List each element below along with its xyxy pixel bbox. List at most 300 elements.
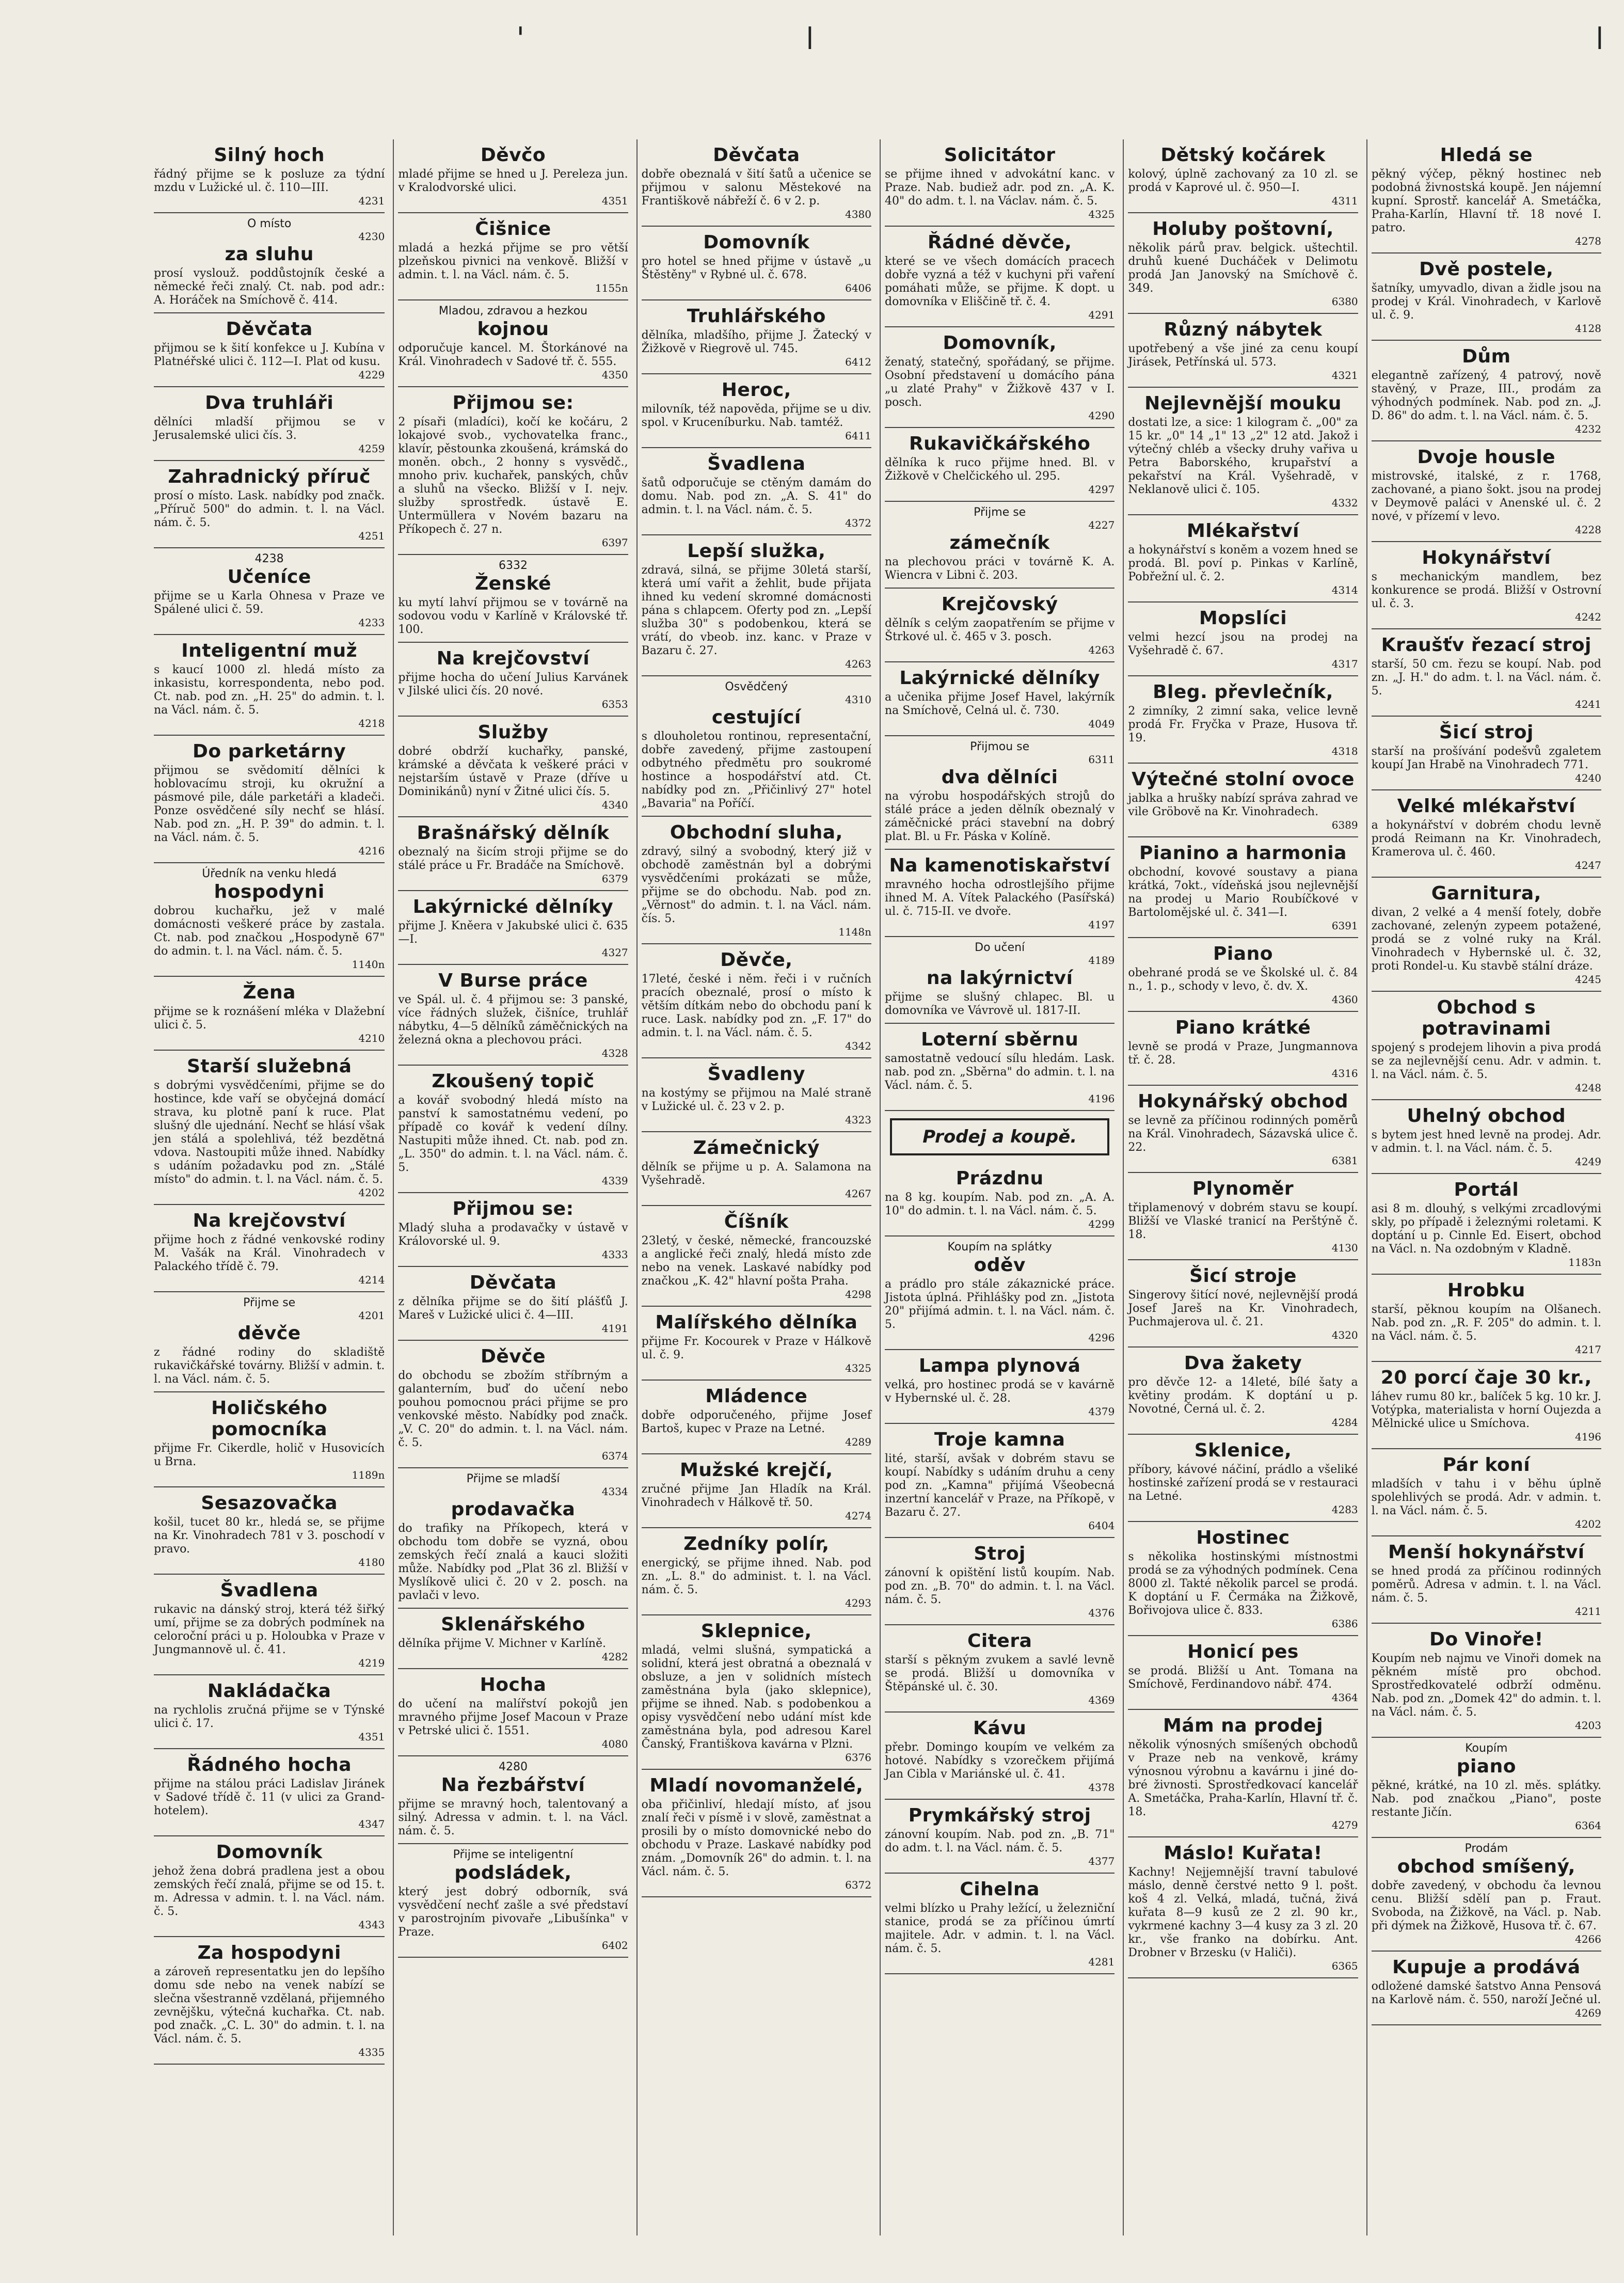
ad-text: láhev rumu 80 kr., balíček 5 kg. 10 kr. J. Votýpka, materialista v horní Oujezda a Mělnické ulice u Smíchova. [1371,1390,1601,1430]
ad-text: s bytem jest hned levně na prodej. Adr. v admin. t. l. na Václ. nám. č. 5. [1371,1129,1601,1155]
ad-headline: Švadlena [220,1580,319,1601]
ad-number: 4318 [1331,745,1358,757]
ad-number: 4266 [1575,1933,1601,1945]
ad-headline: Do parketárny [193,741,346,762]
ad-number: 4227 [1088,519,1115,531]
classified-ad [1372,441,1601,542]
ad-headline: Rukavičkářského [909,433,1091,454]
ad-number: 4335 [358,2046,385,2058]
ad-text: z řádné rodiny do skladiště rukavičkářské továrny. Bližší v admin. t. l. na Václ. nám. č. 5. [154,1346,385,1386]
ad-headline: Hostinec [1196,1527,1290,1548]
classified-ad [642,1770,871,1897]
classified-ad [642,1058,871,1132]
classified-ad [1372,253,1601,341]
ad-number: 4377 [1088,1855,1115,1867]
ad-number: 4230 [358,230,385,243]
ad-number: 4241 [1575,698,1601,710]
ad-number: 4351 [358,1731,385,1743]
ad-headline: Na krejčovství [193,1210,346,1231]
ad-headline: Brašnářský dělník [417,822,610,844]
ad-headline: Přijmou se: [452,1198,574,1219]
ad-text: dělník s celým zaopatřením se přijme v Štrkové ul. č. 465 v 3. posch. [885,617,1115,643]
ad-number: 4376 [1088,1607,1115,1619]
ad-text: přijme hoch z řádné venkovské rodiny M. Vašák na Král. Vinohradech v Palackého třídě č. 79. [154,1233,385,1273]
classified-ad [642,300,871,374]
classified-ad [398,213,628,300]
ad-text: mistrovské, italské, z r. 1768, zachované, a piano šokt. jsou na prodej v Deymově paláci v Anenské ul. č. 2 nové, v přízemí v levo. [1371,470,1601,523]
ad-headline: Piano [1213,943,1273,964]
ad-text: a zároveň representatku jen do lepšího domu sde nebo na venek nabízí se slečna všestranně vzdělaná, přijemného zevnějšku, výtečná kuchařka. Ct. nab. pod značk. „C. L. 30" do admin. t. l. na Václ. nám. č. 5. [154,1965,385,2046]
ad-number: 4320 [1331,1329,1358,1341]
ad-text: dostati lze, a sice: 1 kilogram č. „00" za 15 kr. „0" 14 „1" 13 „2" 12 atd. Jakož i výtečný chléb a všecky druhy vařiva u Petra Baborského, krupařství a pekařství na Král. Vyšehradě, v Neklanově ulici č. 105. [1128,416,1358,496]
ad-text: Mladý sluha a prodavačky v ústavě v Královorské ul. 9. [398,1222,628,1248]
ad-number: 4332 [1331,497,1358,509]
ad-number: 4360 [1331,993,1358,1006]
ad-number: 1148n [838,926,871,938]
classified-ad [1128,213,1358,314]
ad-headline: Dětský kočárek [1160,145,1326,166]
classified-ad [885,937,1114,1024]
ad-text: přijme Fr. Cikerdle, holič v Husovicích u Brna. [154,1442,385,1468]
ad-headline: Hokynářství [1422,547,1551,568]
classified-ad [885,502,1114,589]
classified-ad [885,1713,1114,1800]
ad-number: 4369 [1088,1694,1115,1706]
ad-intro: Koupím [1465,1742,1508,1755]
ad-headline: Malířského dělníka [655,1312,858,1333]
ad-text: dělníci mladší přijmou se v Jerusalemské ulici čís. 3. [154,416,385,442]
ad-text: samostatně vedoucí sílu hledám. Lask. nab. pod zn. „Sběrna" do admin. t. l. na Václ. nám. č. 5. [885,1052,1115,1092]
ad-intro: 4238 [254,552,284,565]
classified-ad [154,1836,385,1937]
ad-intro: Do učení [975,941,1025,954]
ad-number: 4196 [1088,1092,1115,1105]
ad-intro: Přijme se inteligentní [453,1848,574,1861]
ad-text: dobré obdrží kuchařky, panské, krámské a děvčata k veškeré práci v nejstarším ústavě v Praze (dříve u Dominikánů) nyní v Žitné ulici čís. 5. [398,745,628,798]
ad-number: 4379 [1088,1405,1115,1418]
ad-text: přijme se u Karla Ohnesa v Praze ve Spálené ulici č. 59. [154,590,385,616]
ad-headline: Máslo! Kuřata! [1164,1843,1323,1864]
ad-number: 4281 [1088,1956,1115,1968]
ad-intro: Přijme se mladší [466,1472,560,1485]
ad-number: 4196 [1575,1431,1601,1443]
ad-number: 6391 [1331,919,1358,932]
ad-text: se prodá. Bližší u Ant. Tomana na Smíchově, Ferdinandovo nábř. 474. [1128,1664,1358,1691]
classified-ad [154,1937,385,2065]
classified-ad [154,1749,385,1836]
ad-text: přijme hocha do učení Julius Karvánek v Jilské ulici čís. 20 nové. [398,671,628,697]
ad-intro: 4280 [498,1761,528,1773]
ad-headline: Domovník [216,1842,323,1863]
ad-text: s kaucí 1000 zl. hledá místo za inkasistu, korrespondenta, nebo pod. Ct. nab. pod zn. „H. 25" do admin. t. l. na Václ. nám. č. 5. [154,663,385,717]
ad-text: upotřebený a vše jiné za cenu koupí Jirásek, Petřínská ul. 573. [1128,342,1358,369]
classified-ad [1128,1012,1358,1086]
classified-ad [642,817,871,944]
ad-number: 4333 [601,1248,628,1261]
ad-number: 6311 [1088,753,1115,766]
ad-headline: Na kamenotiskařství [889,855,1110,876]
classified-ad [885,736,1114,850]
classified-ad [1372,717,1601,790]
ad-number: 6406 [845,282,871,294]
ad-number: 4350 [601,369,628,381]
ad-text: dělníka přijme V. Michner v Karlíně. [398,1637,606,1650]
ad-text: šatů odporučuje se ctěným damám do domu. Nab. pod zn. „A. S. 41" do admin. t. l. na Václ. nám. č. 5. [641,477,871,516]
classified-ad [642,1381,871,1454]
ad-headline: Inteligentní muž [181,640,358,661]
classified-ad [154,1392,385,1487]
ad-headline: Sklenářského [441,1614,585,1635]
classified-ad [885,1350,1114,1424]
ad-headline: Za hospodyni [197,1942,341,1963]
ad-text: asi 8 m. dlouhý, s velkými zrcadlovými skly, po případě i železnými roletami. K doptání u p. Cinnle Ed. Eisert, obchod na Václ. n. Na ozdobným v Kladně. [1371,1202,1601,1256]
classified-ad [885,1424,1114,1538]
ad-headline: Pár koní [1442,1454,1531,1476]
classified-ad [642,1132,871,1206]
classified-ads-page [150,139,1605,2236]
ad-headline: Dva truhláři [205,392,334,414]
ad-text: na plechovou práci v továrně K. A. Wiencra v Libni č. 203. [885,556,1115,582]
ad-headline: Šicí stroj [1439,722,1534,743]
ad-text: přijme J. Kněera v Jakubské ulici č. 635—I. [398,919,628,946]
classified-ad [1128,764,1358,837]
classified-ad [1128,1710,1358,1837]
classified-ad [1128,938,1358,1012]
ad-text: zdravá, silná, se přijme 30letá starší, která umí vařit a žehlit, bude přijata ihned ku vedení skromné domácnosti pána s chlapcem. Oferty pod zn. „Lepší služba 30" s podobenkou, která se vrátí, do vbeob. inz. kanc. v Praze v Bazaru č. 27. [641,564,871,657]
ad-headline: Hledá se [1440,145,1533,166]
ad-headline: Pianino a harmonia [1139,843,1347,864]
classified-ad [1128,1173,1358,1260]
ad-number: 4340 [601,799,628,811]
classified-ad [885,1538,1114,1625]
ad-headline: Ženské [475,573,551,594]
classified-ad [398,555,628,643]
classified-ad [154,977,385,1051]
ad-number: 4317 [1331,658,1358,670]
ad-intro: Přijmou se [970,740,1030,753]
classified-ad [154,863,385,977]
classified-ad [398,1844,628,1958]
ad-text: velmi hezcí jsou na prodej na Vyšehradě č. 67. [1128,631,1358,657]
ad-number: 4278 [1575,235,1601,247]
ad-text: mladších v tahu i v běhu úplně spolehlivých se prodá. Adr. v admin. t. l. na Václ. nám. č. 5. [1371,1478,1601,1517]
ad-text: Kachny! Nejjemnější travní tabulové máslo, denně čerstvé netto 9 l. pošt. koš 4 zl. Velká, mladá, tučná, živá kuřata 8—9 kusů ze 2 zl. 90 kr., vykrmené kachny 3—4 kusy za 3 zl. 20 kr., vše franko na dobírku. Ant. Drobner v Brzesku (v Haliči). [1128,1866,1358,1959]
ad-headline: Piano krátké [1175,1017,1311,1038]
ad-number: 4247 [1575,859,1601,871]
classified-ad [885,589,1114,662]
ad-text: přijmou se svědomití dělníci k hoblovacímu stroji, ku okružní a pásmové pile, dále parketáři a kladeči. Ponze osvědčené síly nechť se hlásí. Nab. pod zn. „H. P. 39" do admin. t. l. na Václ. nám. č. 5. [154,764,385,844]
ad-headline: Mužské krejčí, [680,1460,833,1481]
ad-text: oba přičinliví, hledají místo, ať jsou znalí řeči v písmě i v slově, zaměstnat a prosili by o místo domovnické nebo do obchodu v Praze. Laskavé nabídky pod znám. „Domovník 26" do admin. t. l. na Václ. nám. č. 5. [641,1798,871,1878]
ad-text: který jest dobrý odborník, svá vysvědčení nechť zašle a své představí v parostrojním pivovaře „Libušínka" v Praze. [398,1885,628,1939]
ad-headline: Prázdnu [956,1168,1044,1189]
ad-text: pěkný výčep, pěkný hostinec neb podobná živnostská koupě. Jen nájemní kupní. Sprostř. kancelář A. Smetáčka, Praha-Karlín, Hlavní tř. 18 nové I. patro. [1371,168,1601,234]
ad-number: 4214 [358,1274,385,1286]
ad-text: na výrobu hospodářských strojů do stálé práce a jeden dělník obeznalý v záměčnické práci stavební na dobrý plat. Bl. u Fr. Páska v Kolíně. [885,790,1115,843]
classified-ad [1128,1260,1358,1347]
ad-number: 4191 [601,1322,628,1335]
ad-number: 6379 [601,873,628,885]
ad-text: na rychlolis zručná přijme se v Týnské ulici č. 17. [154,1704,385,1730]
ad-text: elegantně zařízený, 4 patrový, nově stavěný, v Praze, III., prodám za výhodných podmínek. Nab. pod zn. „J. D. 86" do adm. t. l. na Václ. nám. č. 5. [1371,369,1601,422]
ad-text: mladá, velmi slušná, sympatická a solidní, která jest obratná a obeznalá v obsluze, a jen v solidních místech zaměstnána byla (jako sklepnice), přijme se ihned. Nab. s podobenkou a opisy vysvědčení nebo udání míst kde zaměstnána byla, pod adresou Karel Čanský, Františkova kavárna v Plzni. [641,1644,871,1751]
classified-ad [642,944,871,1058]
ad-headline: hospodyni [214,881,325,902]
ad-number: 4284 [1331,1416,1358,1429]
ad-text: několik výnosných smíšených obchodů v Praze neb na venkově, krámy výnosnou výrobnu a kavárnu i jiné do-bré živnosti. Sprostředkovací kancelář A. Smetáčka, Praha-Karlín, Hlavní tř. č. 18. [1128,1738,1358,1818]
ad-headline: Mopslíci [1199,608,1287,629]
classified-ad [885,227,1114,327]
ad-headline: Zedníky polír, [683,1533,830,1555]
classified-ad [154,139,385,213]
ad-column-4 [880,139,1119,2236]
classified-ad [154,1292,385,1392]
ad-number: 6372 [845,1879,871,1891]
ad-text: zručné přijme Jan Hladík na Král. Vinohradech v Hálkově tř. 50. [641,1483,871,1509]
ad-headline: Bleg. převlečník, [1153,681,1333,703]
ad-headline: Děvčata [226,319,313,340]
classified-ad [398,1193,628,1267]
ad-number: 4202 [1575,1518,1601,1530]
classified-ad [885,1874,1114,1974]
ad-text: ve Spál. ul. č. 4 přijmou se: 3 panské, více řádných služek, čišníce, truhlář nábytku, 4—5 dělníků záměčnických na železná okna a plechovou práci. [398,993,628,1047]
ad-text: ku mytí lahví přijmou se v továrně na sodovou vodu v Karlíně v Královské tř. 100. [398,596,628,636]
ad-headline: Krejčovský [941,594,1058,615]
ad-text: divan, 2 velké a 4 menší fotely, dobře zachované, zelenýn zypeem potažené, prodá se z volné ruky na Král. Vinohradech v Hybernské ul. č. 32, proti Rondel-u. Ku stavbě stální dráze. [1371,906,1601,973]
ad-text: milovník, též napověda, přijme se u div. spol. v Kruceníburku. Nab. tamtéž. [641,403,871,429]
ad-headline: Troje kamna [934,1429,1065,1450]
classified-ad [1128,314,1358,388]
ad-headline: Šicí stroje [1189,1265,1297,1287]
classified-ad [398,643,628,717]
ad-intro: Osvědčený [725,680,788,693]
classified-ad [154,736,385,863]
classified-ad [154,1205,385,1292]
ad-text: se levně za příčinou rodinných poměrů na Král. Vinohradech, Sázavská ulice č. 22. [1128,1114,1358,1154]
classified-ad [885,850,1114,937]
ad-headline: Zámečnický [693,1137,820,1159]
ad-number: 4321 [1331,369,1358,382]
classified-ad [1372,139,1601,253]
classified-ad [1128,603,1358,676]
classified-ad [885,327,1114,428]
ad-headline: Prymkářský stroj [908,1805,1091,1826]
page-mark-right: ǀ [1595,21,1604,57]
ad-number: 4259 [358,442,385,455]
classified-ad [154,548,385,635]
ad-text: lité, starší, avšak v dobrém stavu se koupí. Nabídky s udáním druhu a ceny pod zn. „Kamna" přijímá Všeobecná inzertní kancelář v Praze, na Příkopě, v Bazaru č. 27. [885,1452,1115,1519]
ad-number: 4297 [1088,483,1115,496]
ad-number: 6404 [1088,1519,1115,1532]
ad-column-5 [1123,139,1362,2236]
ad-text: dobře odporučeného, přijme Josef Bartoš, kupec v Praze na Letné. [641,1409,871,1435]
ad-headline: Citera [967,1630,1032,1652]
ad-headline: Řádného hocha [187,1754,352,1775]
ad-number: 4372 [845,517,871,529]
ad-text: prosí vyslouž. poddůstojník české a německé řeči znalý. Ct. nab. pod adr.: A. Horáček na Smíchově č. 414. [154,267,385,307]
page-mark-left: ' [516,21,525,57]
classified-ad [885,1163,1114,1236]
ad-number: 4380 [845,208,871,220]
ad-number: 1189n [352,1469,385,1481]
ad-text: přebr. Domingo koupím ve velkém za hotové. Nabídky s vzorečkem přijímá Jan Cibla v Mariánské ul. č. 41. [885,1741,1115,1781]
ad-text: dobře zavedený, v obchodu ča levnou cenu. Bližší sdělí pan p. Fraut. Svoboda, na Žižkově, na Václ. p. Nab. při dýmek na Žižkově, Husova tř. č. 67. [1371,1879,1601,1932]
ad-headline: Obchodní sluha, [670,822,843,843]
classified-ad [642,1206,871,1307]
ad-headline: Hokynářský obchod [1138,1091,1348,1112]
ad-number: 4296 [1088,1331,1115,1344]
ad-text: zdravý, silný a svobodný, který již v obchodě zaměstnán byl a dobrými vysvědčeními prokázati se může, přijme se do obchodu. Nab. pod zn. „Věrnost" do admin. t. l. na Václ. nám. čís. 5. [641,845,871,925]
ad-text: prosí o místo. Lask. nabídky pod značk. „Příruč 500" do admin. t. l. na Václ. nám. č. 5. [154,489,385,529]
ad-column-6 [1366,139,1605,2236]
ad-headline: Lampa plynová [918,1355,1081,1376]
ad-number: 4351 [601,195,628,207]
ad-text: mravného hocha odrostlejšího přijme ihned M. A. Vítek Palackého (Pasířská) ul. č. 715-II. ve dvoře. [885,878,1115,918]
ad-text: do trafiky na Příkopech, která v obchodu tom dobře se vyzná, obou zemských řečí znalá a kauci složiti může. Nabídky pod „Plat 36 zl. Bližší v Myslíkově ulici č. 20 v 2. posch. na pavlači v levo. [398,1522,628,1602]
ad-number: 4342 [845,1040,871,1052]
ad-headline: prodavačka [451,1499,576,1520]
ad-text: které se ve všech domácích pracech dobře vyzná a též v kuchyni při vaření pomáhati může, se přijme. K dopt. u domovníka v Eliščině tř. č. 4. [885,255,1115,308]
classified-ad [1128,1522,1358,1636]
ad-headline: Hrobku [1447,1280,1525,1301]
ad-text: přijme se slušný chlapec. Bl. u domovníka ve Vávrově ul. 1817-II. [885,991,1115,1017]
classified-ad [154,313,385,387]
classified-ad [642,676,871,817]
ad-headline: dva dělníci [941,767,1058,788]
ad-text: obehrané prodá se ve Školské ul. č. 84 n., 1. p., schody v levo, č. dv. X. [1128,966,1358,993]
ad-headline: podsládek, [454,1862,572,1883]
ad-number: 4218 [358,717,385,730]
classified-ad [1372,1449,1601,1536]
ad-number: 6386 [1331,1618,1358,1630]
ad-number: 4289 [845,1436,871,1448]
ad-headline: za sluhu [225,244,314,265]
ad-headline: Cihelna [960,1879,1040,1900]
ad-number: 4248 [1575,1082,1601,1094]
ad-headline: Holičského pomocníka [211,1398,328,1440]
ad-text: odložené damské šatstvo Anna Pensová na Karlově nám. č. 550, naroží Ječné ul. [1371,1980,1601,2006]
ad-headline: Děvče, [720,949,793,971]
ad-number: 4211 [1575,1605,1601,1618]
classified-ad [1128,1086,1358,1173]
classified-ad [398,387,628,555]
classified-ad [154,635,385,736]
ad-number: 4310 [845,693,871,706]
ad-headline: Řádné děvče, [927,232,1072,253]
ad-text: přijmou se k šití konfekce u J. Kubína v Platnéřské ulici č. 112—I. Plat od kusu. [154,342,385,368]
ad-headline: Do Vinoře! [1429,1629,1543,1650]
ad-text: s mechanickým mandlem, bez konkurence se prodá. Bližší v Ostrovní ul. č. 3. [1371,570,1601,610]
classified-ad [154,213,385,313]
classified-ad [398,1468,628,1609]
ad-text: 17leté, české i něm. řeči i v ručních pracích obeznalé, prosí o místo k větším dítkám nebo do obchodu paní k ruce. Lask. nabídky pod zn. „F. 17" do admin. t. l. na Václ. nám. č. 5. [641,973,871,1039]
classified-ad [642,1528,871,1615]
ad-text: levně se prodá v Praze, Jungmannova tř. č. 28. [1128,1040,1358,1067]
ad-number: 4323 [845,1114,871,1126]
ad-text: s několika hostinskými místnostmi prodá se za výhodných podmínek. Cena 8000 zl. Takté několik parcel se prodá. K doptání u F. Čermáka na Žižkově, Bořivojova ulice č. 833. [1128,1550,1358,1617]
classified-ad [1372,1838,1601,1952]
classified-ad [154,1487,385,1575]
ad-headline: Loterní sběrnu [921,1029,1079,1050]
ad-headline: Dva žakety [1184,1353,1302,1374]
classified-ad [1128,1347,1358,1435]
ad-number: 4282 [601,1651,628,1663]
ad-headline: oděv [974,1255,1026,1276]
section-heading-sale: Prodej a koupě. [890,1118,1109,1155]
ad-headline: Mladí novomanželé, [649,1775,864,1796]
classified-ad [1128,1435,1358,1522]
classified-ad [1372,1952,1601,2025]
classified-ad [642,1307,871,1381]
classified-ad [642,1615,871,1770]
ad-number: 4298 [845,1288,871,1301]
ad-number: 4189 [1088,954,1115,966]
ad-number: 4128 [1575,322,1601,335]
ad-number: 4210 [358,1032,385,1044]
ad-intro: O místo [247,217,292,230]
ad-headline: Služby [477,722,549,743]
classified-ad [1372,790,1601,878]
ad-headline: Na řezbářství [441,1774,585,1796]
classified-ad [885,428,1114,502]
ad-intro: Prodám [1464,1842,1508,1855]
ad-text: a učenika přijme Josef Havel, lakýrník na Smíchově, Celná ul. č. 730. [885,691,1115,717]
ad-number: 4267 [845,1187,871,1200]
ad-number: 4274 [845,1510,871,1522]
ad-text: jablka a hrušky nabízí správa zahrad ve vile Gröbově na Kr. Vinohradech. [1128,792,1358,818]
ad-headline: Portál [1454,1179,1519,1200]
ad-text: Singerovy šitící nové, nejlevnější prodá Josef Jareš na Kr. Vinohradech, Puchmajerova ul. č. 21. [1128,1289,1358,1328]
ad-text: Koupím neb najmu ve Vinoři domek na pěkném místě pro obchod. Sprostředkovatelé odbrží odměnu. Nab. pod zn. „Domek 42" do admin. t. l. na Václ. nám. č. 5. [1371,1652,1601,1719]
ad-headline: Honicí pes [1187,1641,1299,1662]
ad-number: 4203 [1575,1719,1601,1732]
classified-ad [642,227,871,300]
ad-text: dobře obeznalá v šití šatů a učenice se přijmou v salonu Městekové na Františkově nábřeží č. 6 v 2. p. [641,168,871,208]
classified-ad [1128,139,1358,213]
ad-headline: Žena [243,982,296,1003]
ad-text: a prádlo pro stále zákaznické práce. Jistota úplná. Přihlášky pod zn. „Jistota 20" přijímá admin. t. l. na Václ. nám. č. 5. [885,1278,1115,1331]
ad-number: 4240 [1575,772,1601,784]
ad-text: kolový, úplně zachovaný za 10 zl. se prodá v Kaprové ul. č. 950—I. [1128,168,1358,194]
ad-headline: Na krejčovství [436,648,590,669]
classified-ad [398,1756,628,1844]
ad-text: pěkné, krátké, na 10 zl. měs. splátky. Nab. pod značkou „Piano", poste restante Jičín. [1371,1779,1601,1819]
ad-text: velká, pro hostinec prodá se v kavárně v Hybernské ul. č. 28. [885,1378,1115,1405]
ad-text: dělník se přijme u p. A. Salamona na Vyšehradě. [641,1161,871,1187]
ad-headline: kojnou [477,319,549,340]
ad-headline: cestující [711,707,801,728]
ad-number: 4049 [1088,718,1115,730]
ad-text: šatníky, umyvadlo, divan a židle jsou na prodej v Král. Vinohradech, v Karlově ul. č. 9. [1371,282,1601,322]
ad-number: 4201 [358,1309,385,1322]
ad-headline: Mlékařství [1186,520,1299,542]
ad-text: přijme se mravný hoch, talentovaný a silný. Adressa v admin. t. l. na Václ. nám. č. 5. [398,1798,628,1837]
classified-ad [1372,1738,1601,1838]
ad-headline: 20 porcí čaje 30 kr., [1380,1367,1592,1388]
ad-intro: Přijme se [243,1296,296,1309]
classified-ad [1372,542,1601,629]
ad-text: se hned prodá za příčinou rodinných poměrů. Adresa v admin. t. l. na Václ. nám. č. 5. [1371,1565,1601,1605]
ad-number: 4233 [358,616,385,629]
ad-text: s dlouholetou rontinou, representační, dobře zavedený, přijme zastoupení odbytného předmětu pro soukromé hostince a hospodářství atd. Ct. nabídky pod zn. „Přičinlivý 27" hotel „Bavaria" na Poříčí. [641,730,871,810]
ad-number: 1183n [1568,1256,1601,1269]
ad-headline: Lakýrnické dělníky [412,896,614,917]
ad-text: dobrou kuchařku, jež v malé domácnosti veškeré práce by zastala. Ct. nab. pod značkou „Hospodyně 67" do admin. t. l. na Václ. nám. č. 5. [154,905,385,958]
classified-ad [1372,1275,1601,1362]
ad-number: 6397 [601,536,628,549]
ad-headline: na lakýrnictví [926,968,1073,989]
ad-headline: Obchod s potravinami [1421,997,1551,1039]
